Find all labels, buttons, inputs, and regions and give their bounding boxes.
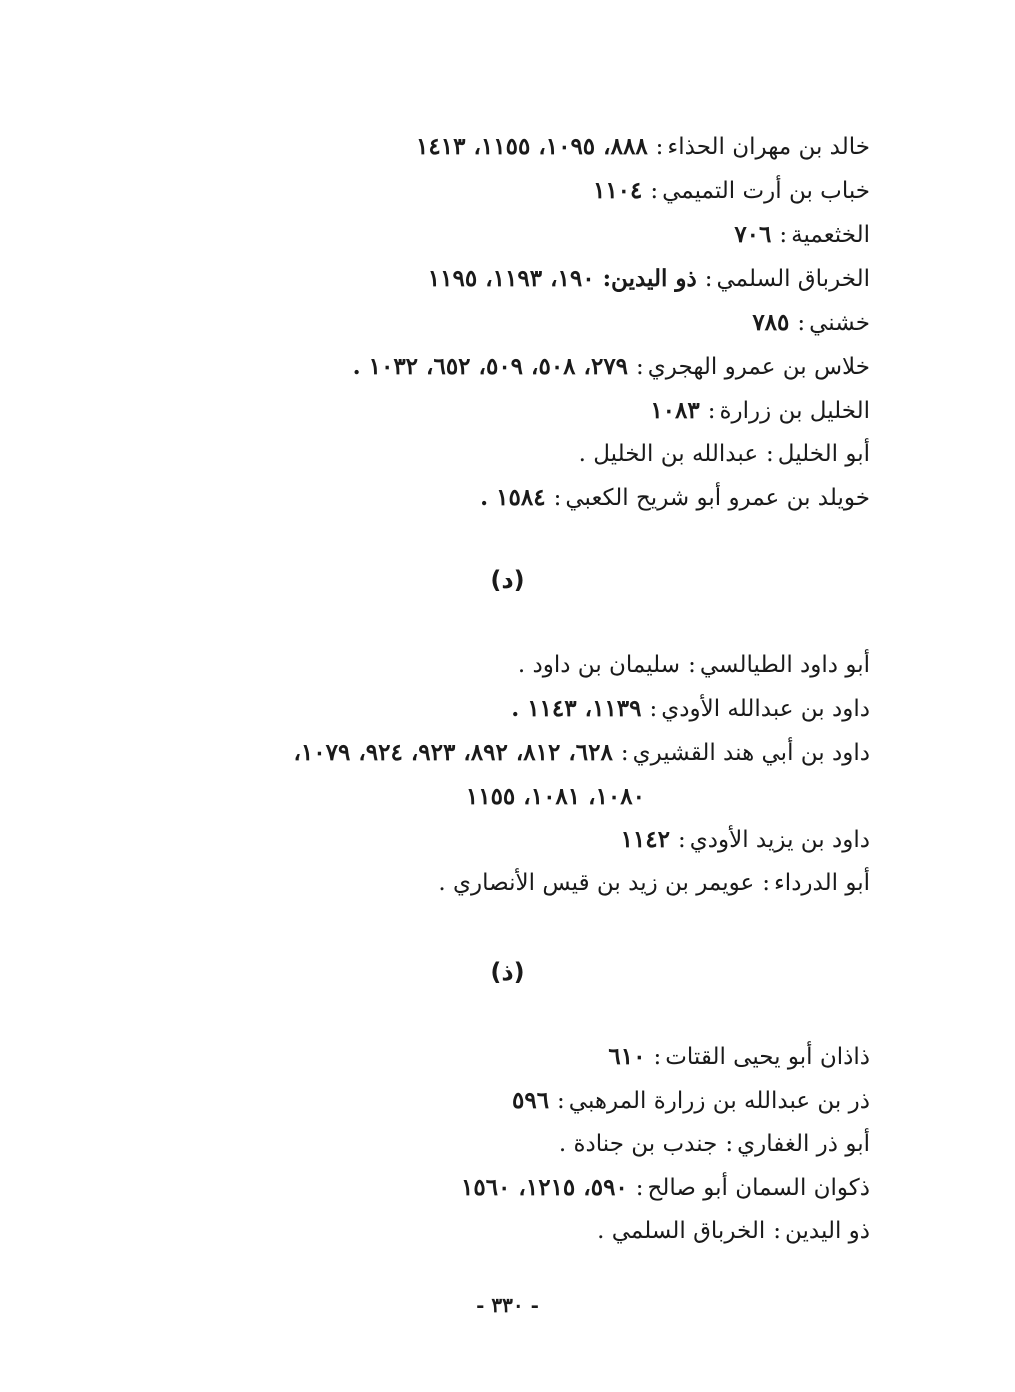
entry-crossref: عبدالله بن الخليل . xyxy=(578,441,759,467)
section-kha xyxy=(150,125,870,520)
entry-refs: ٦٢٨، ٨١٢، ٨٩٢، ٩٢٣، ٩٢٤، ١٠٧٩، xyxy=(293,739,613,766)
index-entry: داود بن أبي هند القشيري:٦٢٨، ٨١٢، ٨٩٢، ٩٢٣، ٩٢٤، ١٠٧٩، ١٠٨٠، ١٠٨١، ١١٥٥ xyxy=(150,731,870,818)
entry-name: أبو داود الطيالسي xyxy=(699,652,870,678)
entry-name: أبو الدرداء xyxy=(773,870,870,896)
entry-refs: ١١٣٩، ١١٤٣ . xyxy=(511,695,642,722)
index-entry: ذكوان السمان أبو صالح:٥٩٠، ١٢١٥، ١٥٦٠ xyxy=(461,1174,870,1201)
entry-name: داود بن عبدالله الأودي xyxy=(661,696,870,722)
index-entry: أبو الدرداء:عويمر بن زيد بن قيس الأنصاري . xyxy=(438,870,870,896)
section-dhal xyxy=(150,1035,870,1253)
index-entry: الخليل بن زرارة:١٠٨٣ xyxy=(650,397,870,424)
entry-refs: ٦١٠ xyxy=(608,1043,646,1070)
entry-name: خشني xyxy=(809,310,870,336)
entry-crossref: عويمر بن زيد بن قيس الأنصاري . xyxy=(438,870,755,896)
section-dal xyxy=(150,644,870,905)
entry-name: الخليل بن زرارة xyxy=(719,398,870,424)
index-entry: أبو ذر الغفاري:جندب بن جنادة . xyxy=(558,1131,870,1157)
index-entry: ذر بن عبدالله بن زرارة المرهبي:٥٩٦ xyxy=(511,1087,870,1114)
entry-refs: ٢٧٩، ٥٠٨، ٥٠٩، ٦٥٢، ١٠٣٢ . xyxy=(352,353,629,380)
entry-refs: ١٥٨٤ . xyxy=(480,484,546,511)
entry-crossref: جندب بن جنادة . xyxy=(558,1131,718,1157)
index-entry: أبو داود الطيالسي:سليمان بن داود . xyxy=(517,652,870,678)
entry-name: خباب بن أرت التميمي xyxy=(662,178,870,204)
entry-name: الخرباق السلمي xyxy=(716,266,870,292)
index-entry: ذاذان أبو يحيى القتات:٦١٠ xyxy=(608,1043,870,1070)
entry-refs: ١١٠٤ xyxy=(592,177,643,204)
index-entry: خالد بن مهران الحذاء:٨٨٨، ١٠٩٥، ١١٥٥، ١٤١٣ xyxy=(416,133,870,160)
entry-refs: ٧٠٦ xyxy=(734,221,772,248)
entry-name: خويلد بن عمرو أبو شريح الكعبي xyxy=(565,485,870,511)
index-entry: ذو اليدين:الخرباق السلمي . xyxy=(597,1218,870,1244)
index-entry: خباب بن أرت التميمي:١١٠٤ xyxy=(592,177,870,204)
index-entry: داود بن يزيد الأودي:١١٤٢ xyxy=(620,826,870,853)
entry-refs: ٧٨٥ xyxy=(752,309,790,336)
index-entry: خشني:٧٨٥ xyxy=(752,309,870,336)
letter-heading-dal: (د) xyxy=(490,566,525,594)
index-entry: الخثعمية:٧٠٦ xyxy=(734,221,870,248)
entry-name: ذاذان أبو يحيى القتات xyxy=(665,1044,870,1070)
entry-crossref: الخرباق السلمي . xyxy=(597,1218,766,1244)
index-entry: خويلد بن عمرو أبو شريح الكعبي:١٥٨٤ . xyxy=(480,484,870,511)
entry-crossref: سليمان بن داود . xyxy=(517,652,681,678)
page-number: - ٣٣٠ - xyxy=(476,1293,539,1317)
entry-name: داود بن يزيد الأودي xyxy=(689,827,870,853)
entry-refs: ٥٩٦ xyxy=(511,1087,550,1114)
index-entry: الخرباق السلمي:ذو اليدين: ١٩٠، ١١٩٣، ١١٩٥ xyxy=(427,265,870,292)
entry-name: خالد بن مهران الحذاء xyxy=(667,134,870,160)
entry-name: الخثعمية xyxy=(791,222,870,248)
index-entry: أبو الخليل:عبدالله بن الخليل . xyxy=(578,441,870,467)
entry-name: ذكوان السمان أبو صالح xyxy=(647,1175,870,1201)
entry-name: خلاس بن عمرو الهجري xyxy=(647,354,870,380)
entry-refs: ٨٨٨، ١٠٩٥، ١١٥٥، ١٤١٣ xyxy=(416,133,648,160)
entry-name: ذر بن عبدالله بن زرارة المرهبي xyxy=(568,1088,870,1114)
entry-refs: ٥٩٠، ١٢١٥، ١٥٦٠ xyxy=(461,1174,628,1201)
entry-refs: ١٠٨٣ xyxy=(650,397,700,424)
index-entry: داود بن عبدالله الأودي:١١٣٩، ١١٤٣ . xyxy=(511,695,870,722)
entry-name: أبو ذر الغفاري xyxy=(737,1131,870,1157)
entry-name: داود بن أبي هند القشيري xyxy=(632,740,870,766)
entry-name: أبو الخليل xyxy=(777,441,870,467)
entry-name: ذو اليدين xyxy=(785,1218,870,1244)
entry-refs-continued: ١٠٨٠، ١٠٨١، ١١٥٥ xyxy=(465,783,645,810)
entry-refs: ١١٤٢ xyxy=(620,826,670,853)
letter-heading-dhal: (ذ) xyxy=(490,958,525,986)
index-entry: خلاس بن عمرو الهجري:٢٧٩، ٥٠٨، ٥٠٩، ٦٥٢، ١٠٣٢ . xyxy=(352,353,870,380)
entry-refs: ذو اليدين: ١٩٠، ١١٩٣، ١١٩٥ xyxy=(427,265,697,292)
